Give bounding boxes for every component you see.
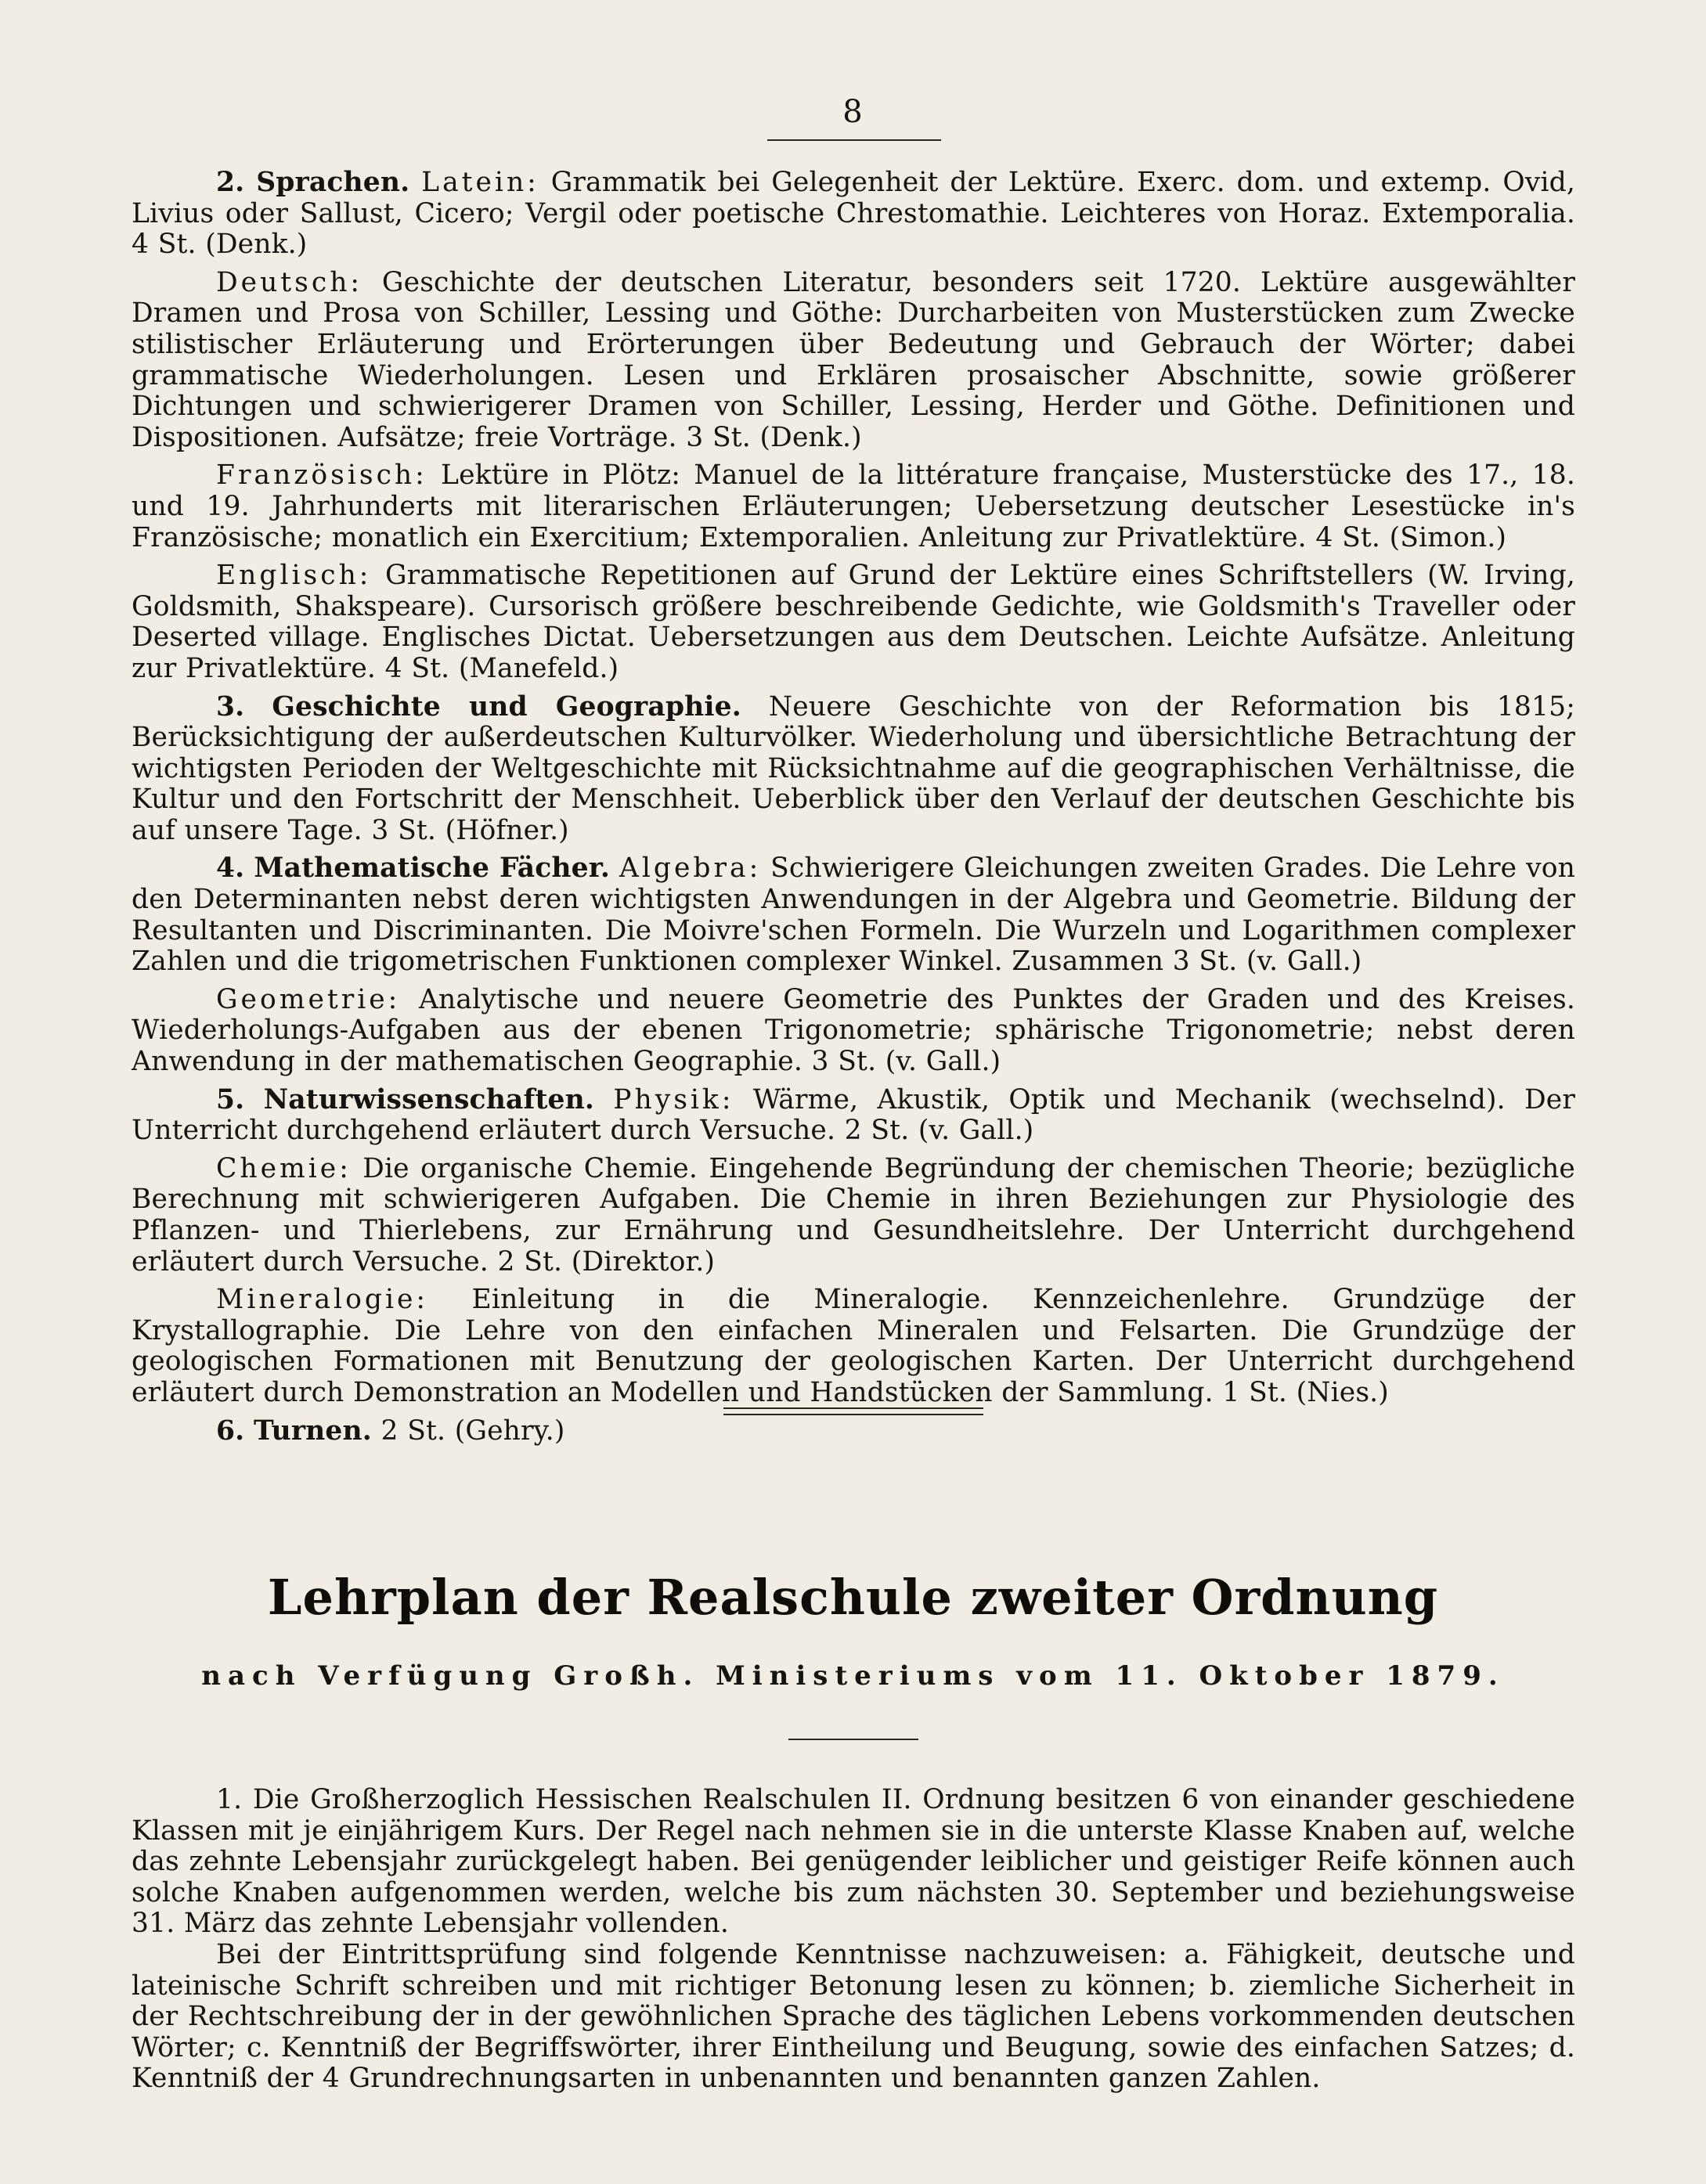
section-paragraph — [132, 853, 1575, 977]
section-number: 6. — [216, 1415, 245, 1447]
section-text: Wärme, Akustik, Optik und Mechanik (wechselnd). Der Unterricht durchgehend erläutert durch Versuche. 2 St. (v. Gall.) — [132, 1083, 1576, 1147]
section-text: Neuere Geschichte von der Reformation bis 1815; Berücksichtigung der außerdeutschen Kulturvölker. Wiederholung und übersichtliche Betrachtung der wichtigsten Perioden der Weltgeschichte mit Rücksichtnahme auf die geographischen Verhältnisse, die Kultur und den Fortschritt der Menschheit. Ueberblick über den Verlauf der deutschen Geschichte bis auf unsere Tage. 3 St. (Höfner.) — [132, 690, 1575, 846]
section-paragraph — [132, 692, 1575, 847]
section-heading: Geschichte und Geographie. — [272, 690, 741, 723]
section-text: Einleitung in die Mineralogie. Kennzeichenlehre. Grundzüge der Krystallographie. Die Lehre von den einfachen Mineralen und Felsarten. Die Grundzüge der geologischen Formationen mit Benutzung der geologischen Karten. Der Unterricht durchgehend erläutert durch Demonstration an Modellen und Handstücken der Sammlung. 1 St. (Nies.) — [132, 1284, 1575, 1408]
subject-label: Englisch: — [216, 560, 372, 592]
subject-label: Algebra: — [619, 852, 762, 885]
subject-label: Geometrie: — [216, 983, 401, 1015]
body-paragraph: 1. Die Großherzoglich Hessischen Realschulen II. Ordnung besitzen 6 von einander geschiedene Klassen mit je einjährigem Kurs. Der Regel nach nehmen sie in die unterste Klasse Knaben auf, welche das zehnte Lebensjahr zurückgelegt haben. Bei genügender leiblicher und geistiger Reife können auch solche Knaben aufgenommen werden, welche bis zum nächsten 30. September und beziehungsweise 31. März das zehnte Lebensjahr vollenden. — [132, 1784, 1575, 1940]
subject-label: Physik: — [613, 1083, 734, 1115]
section-paragraph — [132, 268, 1575, 454]
section-paragraph — [132, 168, 1575, 261]
body-paragraph: Bei der Eintrittsprüfung sind folgende Kenntnisse nachzuweisen: a. Fähigkeit, deutsche und lateinische Schrift schreiben und mit richtiger Betonung lesen zu können; b. ziemliche Sicherheit in der Rechtschreibung der in der gewöhnlichen Sprache des täglichen Lebens vorkommenden deutschen Wörter; c. Kenntniß der Begriffswörter, ihrer Eintheilung und Beugung, sowie des einfachen Satzes; d. Kenntniß der 4 Grundrechnungsarten in unbenannten und benannten ganzen Zahlen. — [132, 1938, 1575, 2095]
section-heading: Turnen. — [253, 1415, 372, 1447]
section-number: 4. — [216, 852, 245, 885]
section-text: Schwierigere Gleichungen zweiten Grades. Die Lehre von den Determinanten nebst deren wichtigsten Anwendungen in der Algebra und Geometrie. Bildung der Resultanten und Discriminanten. Die Moivre'schen Formeln. Die Wurzeln und Logarithmen complexer Zahlen und die trigometrischen Funktionen complexer Winkel. Zusammen 3 St. (v. Gall.) — [132, 852, 1576, 978]
section-number: 3. — [216, 690, 245, 723]
section-heading: Sprachen. — [256, 167, 410, 198]
section-heading: Mathematische Fächer. — [254, 852, 611, 885]
document-title: Lehrplan der Realschule zweiter Ordnung — [267, 1569, 1439, 1626]
section-paragraph — [132, 1154, 1575, 1278]
subject-label: Latein: — [421, 167, 539, 198]
section-paragraph — [132, 985, 1575, 1078]
section-text: Lektüre in Plötz: Manuel de la littérature française, Musterstücke des 17., 18. und 19. Jahrhunderts mit literarischen Erläuterungen; Uebersetzung deutscher Lesestücke in's Französische; monatlich ein Exercitium; Extemporalien. Anleitung zur Privatlektüre. 4 St. (Simon.) — [132, 460, 1575, 553]
section-paragraph — [132, 1085, 1575, 1147]
section-text: Grammatik bei Gelegenheit der Lektüre. Exerc. dom. und extemp. Ovid, Livius oder Sallust, Cicero; Vergil oder poetische Chrestomathie. Leichteres von Horaz. Extemporalia. 4 St. (Denk.) — [132, 167, 1575, 261]
subject-label: Deutsch: — [216, 266, 363, 298]
document-subtitle: nach Verfügung Großh. Ministeriums vom 11. Oktober 1879. — [201, 1660, 1505, 1692]
section-text: Analytische und neuere Geometrie des Punktes der Graden und des Kreises. Wiederholungs-Aufgaben aus der ebenen Trigonometrie; sphärische Trigonometrie; nebst deren Anwendung in der mathematischen Geographie. 3 St. (v. Gall.) — [132, 983, 1575, 1078]
subtitle-rule — [788, 1739, 918, 1740]
section-paragraph — [132, 560, 1575, 684]
section-paragraph — [132, 1416, 1575, 1447]
subject-label: Chemie: — [216, 1152, 352, 1184]
section-text: Die organische Chemie. Eingehende Begründung der chemischen Theorie; bezügliche Berechnung mit schwierigeren Aufgaben. Die Chemie in ihren Beziehungen zur Physiologie des Pflanzen- und Thierlebens, zur Ernährung und Gesundheitslehre. Der Unterricht durchgehend erläutert durch Versuche. 2 St. (Direktor.) — [132, 1152, 1575, 1278]
curriculum-sections — [132, 168, 1575, 1447]
section-text: Grammatische Repetitionen auf Grund der Lektüre eines Schriftstellers (W. Irving, Goldsmith, Shakspeare). Cursorisch größere beschreibende Gedichte, wie Goldsmith's Traveller oder Deserted village. Englisches Dictat. Uebersetzungen aus dem Deutschen. Leichte Aufsätze. Anleitung zur Privatlektüre. 4 St. (Manefeld.) — [132, 560, 1575, 684]
header-rule — [767, 139, 941, 141]
section-paragraph — [132, 1285, 1575, 1408]
section-paragraph — [132, 460, 1575, 553]
section-text: 2 St. (Gehry.) — [371, 1415, 565, 1447]
section-heading: Naturwissenschaften. — [263, 1083, 595, 1115]
regulation-text — [132, 1785, 1575, 2095]
section-number: 2. — [216, 167, 245, 198]
section-number: 5. — [216, 1083, 245, 1115]
double-rule-divider — [723, 1407, 983, 1415]
section-text: Geschichte der deutschen Literatur, besonders seit 1720. Lektüre ausgewählter Dramen und Prosa von Schiller, Lessing und Göthe: Durcharbeiten von Musterstücken zum Zwecke stilistischer Erläuterung und Erörterungen über Bedeutung und Gebrauch der Wörter; dabei grammatische Wiederholungen. Lesen und Erklären prosaischer Abschnitte, sowie größerer Dichtungen und schwierigerer Dramen von Schiller, Lessing, Herder und Göthe. Definitionen und Dispositionen. Aufsätze; freie Vorträge. 3 St. (Denk.) — [132, 266, 1575, 453]
subject-label: Mineralogie: — [216, 1284, 429, 1316]
page-number: 8 — [842, 94, 864, 130]
subject-label: Französisch: — [216, 460, 427, 492]
